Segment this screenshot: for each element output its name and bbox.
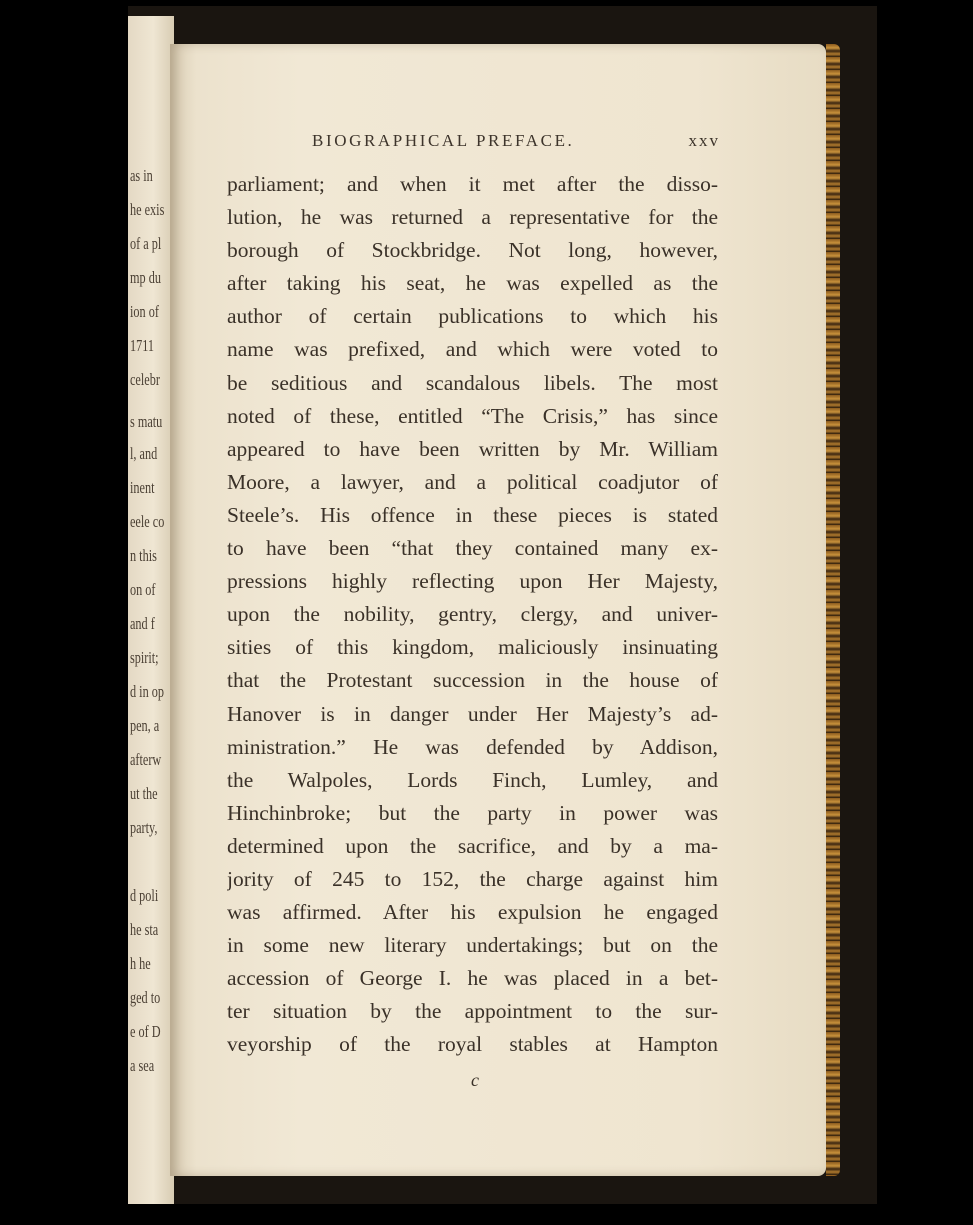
text-line: that the Protestant succession in the house of (227, 668, 718, 693)
left-page-fragment: h he (130, 954, 151, 973)
left-page-fragment: party, (130, 818, 158, 837)
left-page-fragment: d in op (130, 682, 165, 701)
text-line: in some new literary undertakings; but on the (227, 933, 718, 958)
left-page-fragment: ion of (130, 302, 159, 321)
text-line: to have been “that they contained many ex- (227, 536, 718, 561)
left-page-fragment: as in (130, 166, 153, 185)
left-page-fragment: he sta (130, 920, 159, 939)
left-page-fragment: a sea (130, 1056, 155, 1075)
left-page-fragment: spirit; (130, 648, 159, 667)
left-page-fragment: and f (130, 614, 155, 633)
text-line: ministration.” He was defended by Addison, (227, 734, 718, 759)
left-page-fragment: eele co (130, 512, 165, 531)
text-line: parliament; and when it met after the disso- (227, 172, 718, 196)
text-line: appeared to have been written by Mr. William (227, 436, 718, 461)
left-page-fragment: on of (130, 580, 156, 599)
gilt-fore-edge (826, 44, 840, 1176)
left-page-fragment: 1711 (130, 336, 155, 355)
text-line: sities of this kingdom, maliciously insinuating (227, 635, 718, 660)
page-number: xxv (688, 131, 720, 150)
text-line: Hinchinbroke; but the party in power was (227, 800, 718, 825)
text-line: Steele’s. His offence in these pieces is stated (227, 502, 718, 527)
left-page-fragment: celebr (130, 370, 160, 389)
text-line: Moore, a lawyer, and a political coadjutor of (227, 469, 718, 494)
signature-mark: c (471, 1070, 479, 1090)
left-page-fragment: s matu (130, 412, 163, 431)
text-line: upon the nobility, gentry, clergy, and univer- (227, 602, 718, 627)
text-line: ter situation by the appointment to the sur- (227, 999, 718, 1024)
text-line: borough of Stockbridge. Not long, however, (227, 238, 718, 263)
text-line: determined upon the sacrifice, and by a ma- (227, 833, 718, 858)
left-page-fragment: l, and (130, 444, 158, 463)
left-page-fragment: of a pl (130, 234, 162, 253)
left-page-fragment: n this (130, 546, 157, 565)
running-head-title: BIOGRAPHICAL PREFACE. (312, 131, 575, 150)
text-line: veyorship of the royal stables at Hampton (227, 1032, 718, 1057)
text-line: accession of George I. he was placed in a bet- (227, 966, 718, 991)
body-text (227, 168, 718, 1062)
text-line: be seditious and scandalous libels. The most (227, 370, 718, 395)
text-line: jority of 245 to 152, the charge against him (227, 866, 718, 891)
text-line: Hanover is in danger under Her Majesty’s ad- (227, 701, 718, 726)
text-line: name was prefixed, and which were voted to (227, 337, 718, 362)
left-page-fragment: pen, a (130, 716, 160, 735)
text-line: the Walpoles, Lords Finch, Lumley, and (227, 767, 718, 792)
left-page-fragment: ged to (130, 988, 161, 1007)
left-page-fragment: he exis (130, 200, 165, 219)
left-page-fragment: inent (130, 478, 155, 497)
left-page-fragment: ut the (130, 784, 158, 803)
text-line: author of certain publications to which his (227, 304, 718, 329)
left-page-fragment: afterw (130, 750, 162, 769)
text-line: lution, he was returned a representative for the (227, 205, 718, 230)
running-head (312, 131, 720, 153)
text-line: was affirmed. After his expulsion he engaged (227, 900, 718, 925)
text-line: pressions highly reflecting upon Her Majesty, (227, 569, 718, 594)
left-page-edge (128, 16, 174, 1204)
left-page-fragment: mp du (130, 268, 161, 287)
text-line: noted of these, entitled “The Crisis,” has since (227, 403, 718, 428)
left-page-fragment: e of D (130, 1022, 161, 1041)
text-line: after taking his seat, he was expelled as the (227, 271, 718, 296)
left-page-fragment: d poli (130, 886, 159, 905)
